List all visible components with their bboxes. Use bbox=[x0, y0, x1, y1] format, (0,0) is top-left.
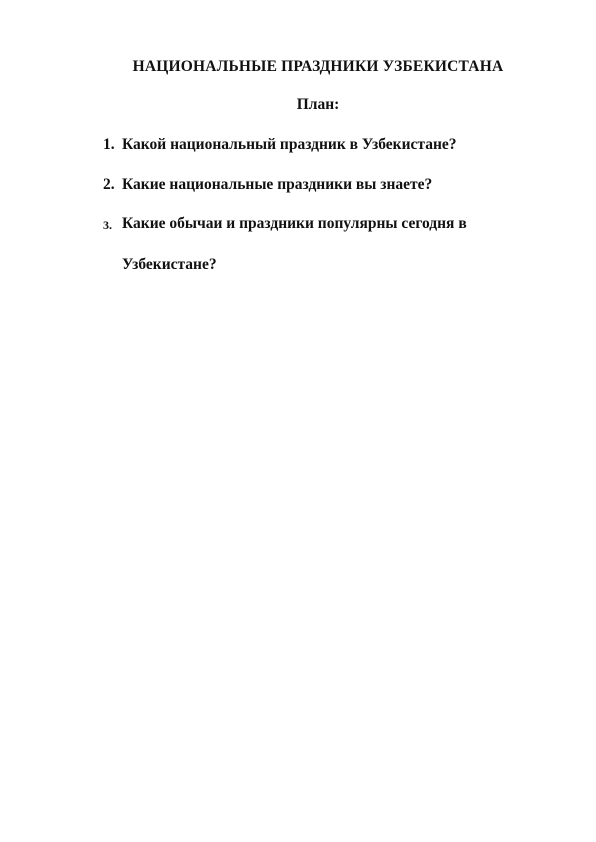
list-item-number: 3. bbox=[103, 218, 112, 232]
list-item-text: Какие обычаи и праздники популярны сегодня в bbox=[122, 215, 467, 232]
document-title: НАЦИОНАЛЬНЫЕ ПРАЗДНИКИ УЗБЕКИСТАНА bbox=[132, 58, 504, 75]
list-item-number: 2. bbox=[103, 176, 115, 193]
list-item-number: 1. bbox=[103, 136, 115, 153]
list-item-text: Какие национальные праздники вы знаете? bbox=[122, 176, 433, 193]
plan-heading: План: bbox=[296, 96, 340, 113]
list-item-text: Какой национальный праздник в Узбекистане? bbox=[122, 136, 457, 153]
list-item-text-continuation: Узбекистане? bbox=[122, 256, 217, 273]
